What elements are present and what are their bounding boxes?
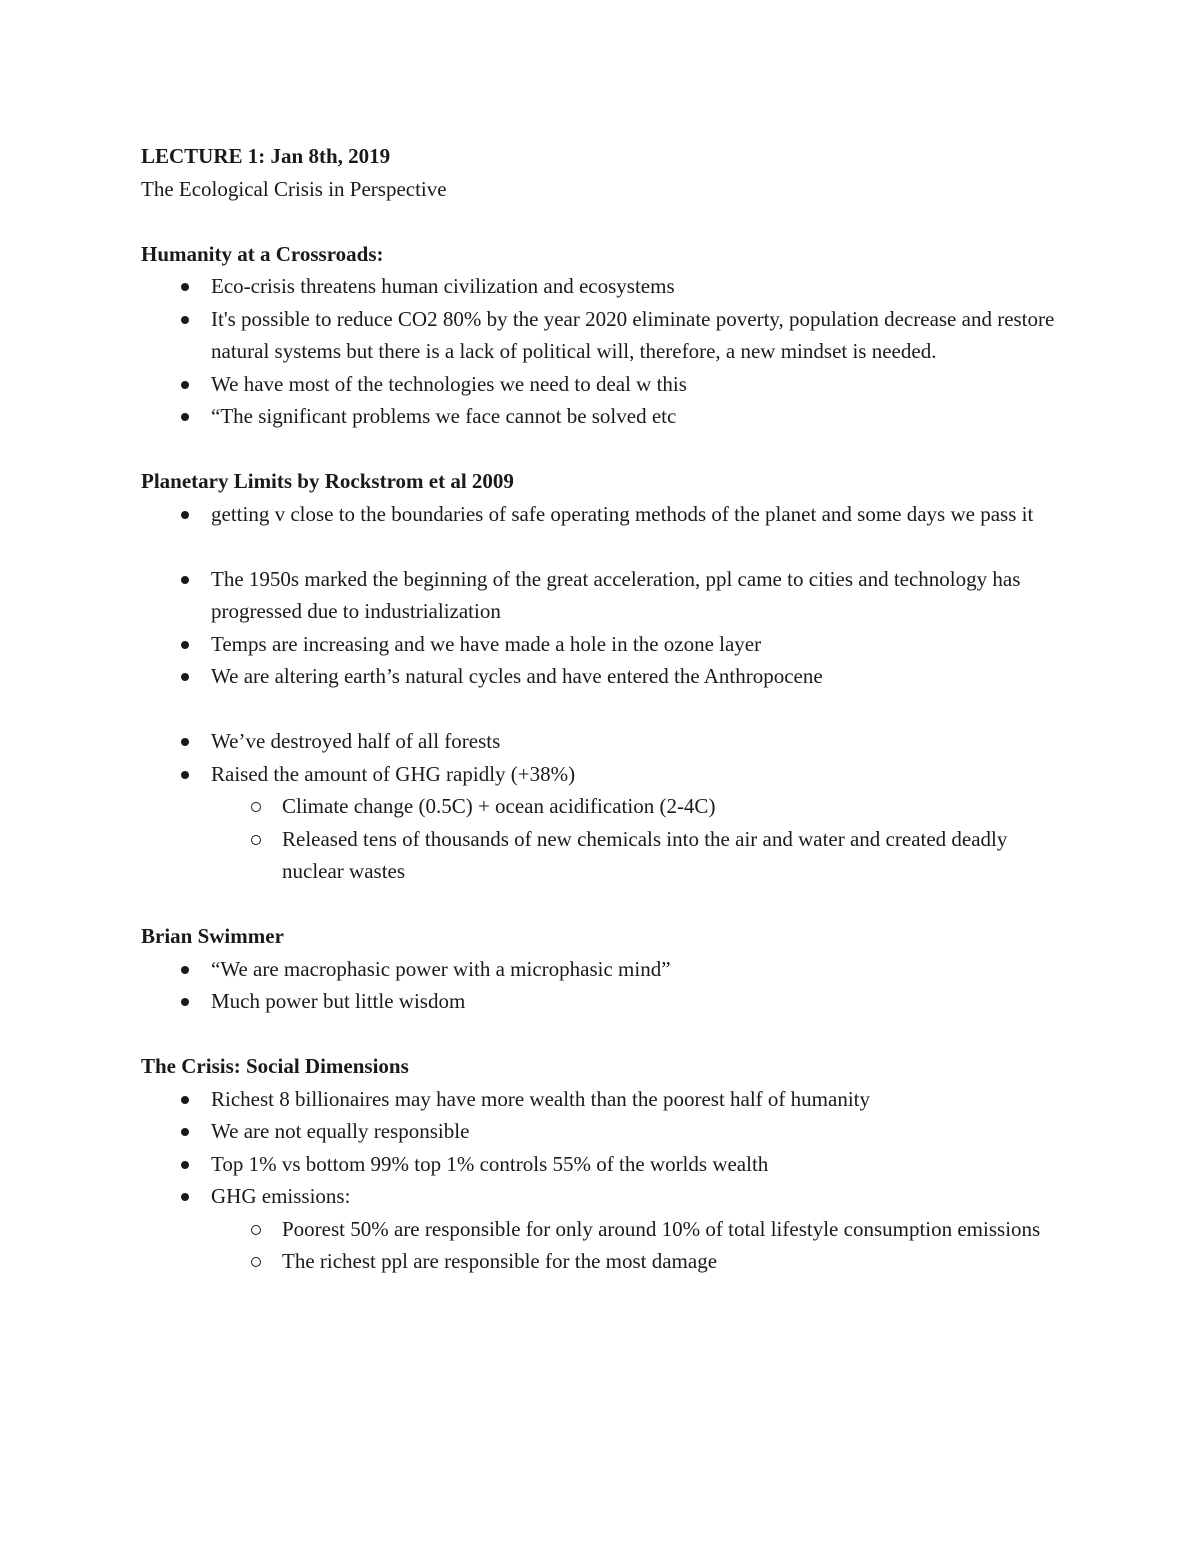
sub-bullet-list — [211, 790, 1061, 888]
sub-list-item: Released tens of thousands of new chemicals into the air and water and created deadly nuclear wastes — [141, 823, 1061, 888]
list-item: We have most of the technologies we need to deal w this — [141, 368, 1061, 401]
list-item: Much power but little wisdom — [141, 985, 1061, 1018]
list-item: The 1950s marked the beginning of the great acceleration, ppl came to cities and technology has progressed due to industrialization — [141, 563, 1061, 628]
list-item: getting v close to the boundaries of safe operating methods of the planet and some days we pass it — [141, 498, 1061, 531]
sub-list-item: Poorest 50% are responsible for only around 10% of total lifestyle consumption emissions — [141, 1213, 1061, 1246]
list-item: We’ve destroyed half of all forests — [141, 725, 1061, 758]
list-item: GHG emissions: — [141, 1180, 1061, 1213]
list-item: Eco-crisis threatens human civilization and ecosystems — [141, 270, 1061, 303]
bullet-list — [141, 1083, 1061, 1213]
bullet-list — [141, 270, 1061, 433]
section-social-dimensions — [141, 1050, 1061, 1278]
section-planetary-limits — [141, 465, 1061, 888]
list-item: Raised the amount of GHG rapidly (+38%) — [141, 758, 1061, 791]
bullet-list — [141, 498, 1061, 791]
sub-list-item: The richest ppl are responsible for the most damage — [141, 1245, 1061, 1278]
lecture-title: LECTURE 1: Jan 8th, 2019 — [141, 144, 391, 168]
lecture-subtitle: The Ecological Crisis in Perspective — [141, 176, 447, 201]
list-item: Temps are increasing and we have made a hole in the ozone layer — [141, 628, 1061, 661]
section-heading: The Crisis: Social Dimensions — [141, 1054, 409, 1078]
section-brian-swimmer — [141, 920, 1061, 1018]
list-item: It's possible to reduce CO2 80% by the year 2020 eliminate poverty, population decrease and restore natural systems but there is a lack of political will, therefore, a new mindset is needed. — [141, 303, 1061, 368]
section-heading: Planetary Limits by Rockstrom et al 2009 — [141, 469, 514, 493]
section-heading: Brian Swimmer — [141, 924, 284, 948]
section-crossroads — [141, 238, 1061, 433]
bullet-list — [141, 953, 1061, 1018]
sub-bullet-list — [211, 1213, 1061, 1278]
document-page — [141, 140, 1061, 1278]
list-item: “We are macrophasic power with a microphasic mind” — [141, 953, 1061, 986]
list-item: Top 1% vs bottom 99% top 1% controls 55% of the worlds wealth — [141, 1148, 1061, 1181]
list-item: We are not equally responsible — [141, 1115, 1061, 1148]
list-item: Richest 8 billionaires may have more wealth than the poorest half of humanity — [141, 1083, 1061, 1116]
section-heading: Humanity at a Crossroads: — [141, 241, 384, 266]
list-item: “The significant problems we face cannot be solved etc — [141, 400, 1061, 433]
list-item: We are altering earth’s natural cycles and have entered the Anthropocene — [141, 660, 1061, 693]
sub-list-item: Climate change (0.5C) + ocean acidification (2-4C) — [141, 790, 1061, 823]
